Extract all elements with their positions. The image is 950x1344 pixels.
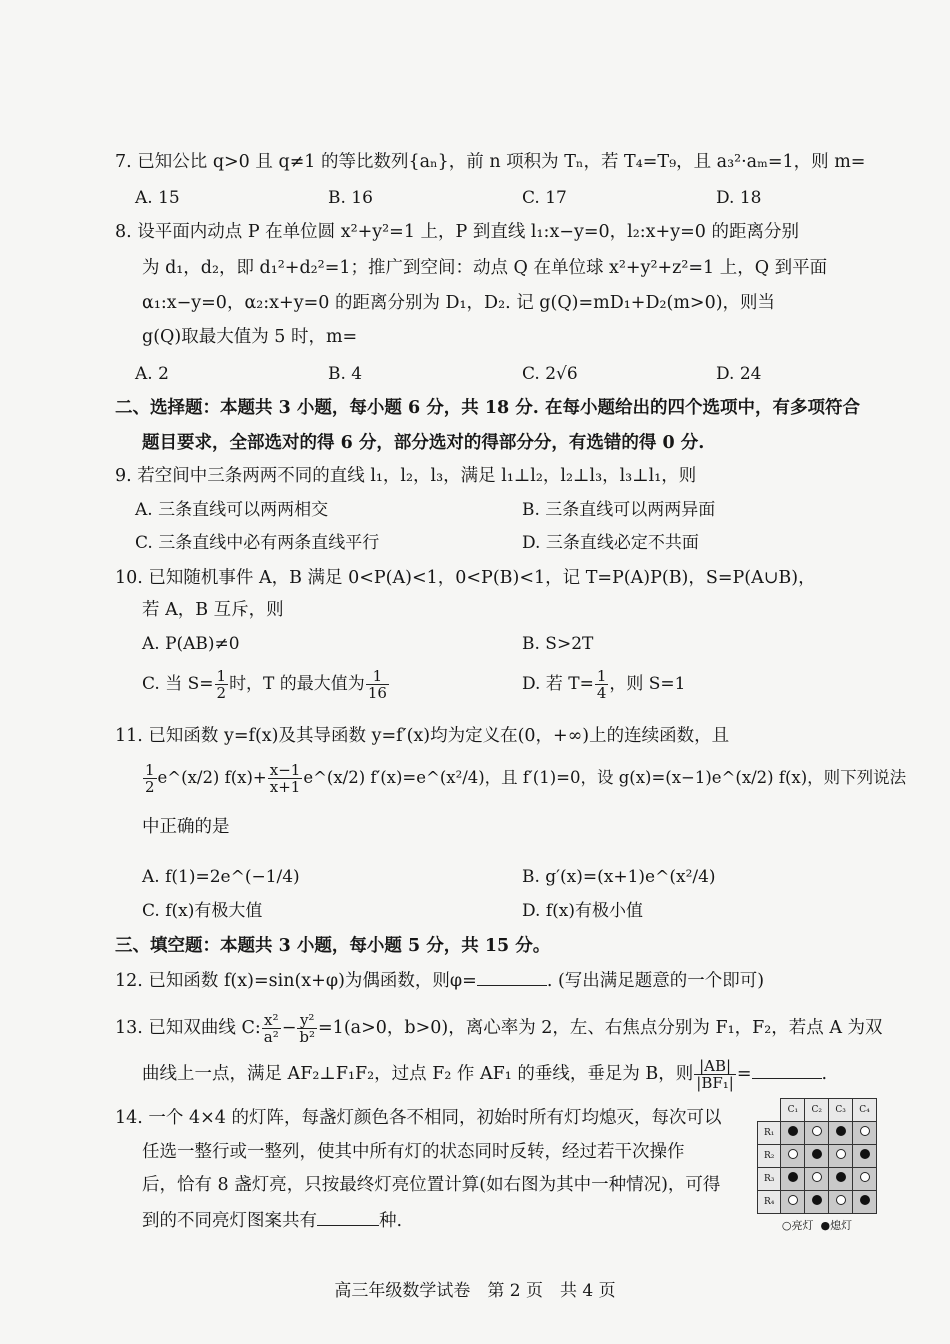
lamp-legend bbox=[757, 1217, 877, 1233]
lamp-on bbox=[805, 1121, 829, 1144]
lamp-on-icon bbox=[860, 1126, 870, 1136]
numerator: x² bbox=[262, 1012, 281, 1029]
q13-pre: 13. 已知双曲线 C: bbox=[115, 1018, 261, 1038]
lamp-off bbox=[805, 1190, 829, 1213]
lamp-on-icon bbox=[836, 1149, 846, 1159]
q13-line-1 bbox=[115, 1012, 883, 1045]
numerator: 1 bbox=[366, 668, 389, 685]
q14-line4-pre: 到的不同亮灯图案共有 bbox=[142, 1211, 317, 1231]
lamp-off bbox=[805, 1144, 829, 1167]
fraction bbox=[694, 1058, 736, 1091]
denominator: a² bbox=[263, 1028, 279, 1046]
q9-option-b: B. 三条直线可以两两异面 bbox=[522, 500, 716, 520]
q11-line-1: 11. 已知函数 y=f(x)及其导函数 y=f′(x)均为定义在(0，+∞)上的连续函数，且 bbox=[115, 726, 730, 746]
q12-answer-blank[interactable] bbox=[477, 967, 547, 986]
q14-line-1: 14. 一个 4×4 的灯阵，每盏灯颜色各不相同，初始时所有灯均熄灭，每次可以 bbox=[115, 1108, 722, 1128]
lamp-on bbox=[853, 1167, 877, 1190]
lamp-off bbox=[829, 1121, 853, 1144]
q11-line-3: 中正确的是 bbox=[142, 817, 230, 837]
q7-option-b: B. 16 bbox=[328, 188, 373, 208]
q11-option-d: D. f(x)有极小值 bbox=[522, 901, 643, 921]
lamp-on-icon bbox=[836, 1195, 846, 1205]
q8-option-b: B. 4 bbox=[328, 364, 363, 384]
lamp-off bbox=[829, 1167, 853, 1190]
lamp-off bbox=[781, 1167, 805, 1190]
q9-option-d: D. 三条直线必定不共面 bbox=[522, 533, 699, 553]
lamp-on bbox=[829, 1144, 853, 1167]
lamp-on-icon bbox=[788, 1195, 798, 1205]
q7-option-d: D. 18 bbox=[716, 188, 762, 208]
grid-row bbox=[758, 1190, 877, 1213]
denominator: 16 bbox=[367, 684, 387, 702]
grid-row bbox=[758, 1144, 877, 1167]
fraction bbox=[268, 762, 303, 795]
q10-option-d bbox=[522, 668, 686, 701]
q9-option-a: A. 三条直线可以两两相交 bbox=[135, 500, 329, 520]
q8-line-2: 为 d₁，d₂，即 d₁²+d₂²=1；推广到空间：动点 Q 在单位球 x²+y²+z²=1 上，Q 到平面 bbox=[142, 258, 828, 278]
lamp-on bbox=[805, 1167, 829, 1190]
q14-line-2: 任选一整行或一整列，使其中所有灯的状态同时反转，经过若干次操作 bbox=[142, 1142, 685, 1162]
q10-option-a: A. P(AB)≠0 bbox=[142, 634, 240, 654]
q8-option-c: C. 2√6 bbox=[522, 364, 578, 384]
q8-option-a: A. 2 bbox=[135, 364, 169, 384]
q11-option-a: A. f(1)=2e^(−1/4) bbox=[142, 867, 300, 887]
numerator: x−1 bbox=[269, 761, 301, 779]
lamp-on bbox=[781, 1190, 805, 1213]
numerator: 1 bbox=[596, 667, 607, 685]
q13-post: =1(a>0，b>0)，离心率为 2，左、右焦点分别为 F₁，F₂，若点 A 为双 bbox=[318, 1018, 883, 1038]
denominator: b² bbox=[299, 1028, 316, 1046]
column-header: C₃ bbox=[829, 1099, 853, 1122]
q14-answer-blank[interactable] bbox=[317, 1207, 379, 1226]
row-header: R₂ bbox=[758, 1144, 781, 1167]
q13-answer-blank[interactable] bbox=[752, 1060, 822, 1079]
q10-stem-1: 10. 已知随机事件 A，B 满足 0<P(A)<1，0<P(B)<1，记 T=P(A)P(B)，S=P(A∪B)， bbox=[115, 568, 816, 588]
q7-option-a: A. 15 bbox=[135, 188, 180, 208]
q8-line-4: g(Q)取最大值为 5 时，m= bbox=[142, 327, 358, 347]
q13-line2-pre: 曲线上一点，满足 AF₂⊥F₁F₂，过点 F₂ 作 AF₁ 的垂线，垂足为 B，则 bbox=[142, 1064, 694, 1084]
q13-line2-post: = bbox=[736, 1064, 752, 1084]
lamp-on-icon bbox=[788, 1149, 798, 1159]
lamp-off-icon bbox=[860, 1149, 870, 1159]
lamp-off-icon bbox=[788, 1126, 798, 1136]
lamp-off-icon bbox=[788, 1172, 798, 1182]
numerator: y² bbox=[297, 1012, 317, 1029]
fraction bbox=[215, 668, 229, 701]
legend-on: ○亮灯 bbox=[781, 1218, 814, 1232]
lamp-off-icon bbox=[812, 1149, 822, 1159]
denominator: 2 bbox=[145, 778, 155, 796]
period: . bbox=[821, 1064, 828, 1084]
lamp-off bbox=[853, 1190, 877, 1213]
section2-header-line2: 题目要求，全部选对的得 6 分，部分选对的得部分分，有选错的得 0 分. bbox=[142, 433, 705, 453]
page-footer: 高三年级数学试卷 第 2 页 共 4 页 bbox=[334, 1281, 616, 1301]
lamp-off-icon bbox=[836, 1172, 846, 1182]
lamp-off-icon bbox=[836, 1126, 846, 1136]
q12-pre: 12. 已知函数 f(x)=sin(x+φ)为偶函数，则φ= bbox=[115, 971, 477, 991]
q12-stem bbox=[115, 967, 764, 993]
denominator: x+1 bbox=[269, 778, 301, 796]
lamp-on-icon bbox=[812, 1126, 822, 1136]
fraction bbox=[366, 668, 389, 701]
lamp-grid-figure bbox=[757, 1098, 877, 1233]
fraction bbox=[143, 762, 157, 795]
lamp-on bbox=[781, 1144, 805, 1167]
q14-line-3: 后，恰有 8 盏灯亮，只按最终灯亮位置计算(如右图为其中一种情况)，可得 bbox=[142, 1175, 721, 1195]
grid-row bbox=[758, 1121, 877, 1144]
q10-option-d-pre: D. 若 T= bbox=[522, 674, 594, 694]
column-header: C₄ bbox=[853, 1099, 877, 1122]
numerator: 1 bbox=[216, 667, 227, 685]
q11-option-b: B. g′(x)=(x+1)e^(x²/4) bbox=[522, 867, 716, 887]
grid-corner bbox=[758, 1099, 781, 1122]
q11-line-2 bbox=[142, 762, 906, 795]
q11-expr-a: e^(x/2) f(x)+ bbox=[157, 768, 267, 787]
q7-option-c: C. 17 bbox=[522, 188, 567, 208]
q10-option-c bbox=[142, 668, 390, 701]
q10-option-b: B. S>2T bbox=[522, 634, 594, 654]
q11-expr-b: e^(x/2) f′(x)=e^(x²/4)，且 f′(1)=0，设 g(x)=(x−1)e^(x/2) f(x)，则下列说法 bbox=[303, 768, 907, 787]
row-header: R₄ bbox=[758, 1190, 781, 1213]
section2-header-line1: 二、选择题：本题共 3 小题，每小题 6 分，共 18 分. 在每小题给出的四个选项中，有多项符合 bbox=[115, 398, 860, 418]
lamp-off bbox=[781, 1121, 805, 1144]
legend-off: ●熄灯 bbox=[820, 1218, 853, 1232]
lamp-off-icon bbox=[860, 1195, 870, 1205]
denominator: |BF₁| bbox=[696, 1074, 734, 1092]
q14-line4-post: 种. bbox=[379, 1211, 403, 1231]
row-header: R₃ bbox=[758, 1167, 781, 1190]
numerator: |AB| bbox=[694, 1058, 736, 1075]
q10-option-c-pre: C. 当 S= bbox=[142, 674, 214, 694]
minus-sign: − bbox=[281, 1018, 297, 1038]
lamp-on-icon bbox=[812, 1172, 822, 1182]
q13-line-2 bbox=[142, 1058, 827, 1091]
denominator: 4 bbox=[596, 684, 607, 702]
lamp-off-icon bbox=[812, 1195, 822, 1205]
lamp-on bbox=[853, 1121, 877, 1144]
lamp-off bbox=[853, 1144, 877, 1167]
q8-option-d: D. 24 bbox=[716, 364, 762, 384]
q8-line-1: 8. 设平面内动点 P 在单位圆 x²+y²=1 上，P 到直线 l₁:x−y=0，l₂:x+y=0 的距离分别 bbox=[115, 222, 799, 242]
q7-stem: 7. 已知公比 q>0 且 q≠1 的等比数列{aₙ}，前 n 项积为 Tₙ，若 T₄=T₉，且 a₃²·aₘ=1，则 m= bbox=[115, 152, 866, 172]
q11-option-c: C. f(x)有极大值 bbox=[142, 901, 263, 921]
grid-row bbox=[758, 1167, 877, 1190]
column-header: C₁ bbox=[781, 1099, 805, 1122]
q9-stem: 9. 若空间中三条两两不同的直线 l₁，l₂，l₃，满足 l₁⊥l₂，l₂⊥l₃，l₃⊥l₁，则 bbox=[115, 466, 697, 486]
numerator: 1 bbox=[145, 761, 155, 779]
q10-option-d-post: ，则 S=1 bbox=[609, 674, 686, 694]
column-header: C₂ bbox=[805, 1099, 829, 1122]
q8-line-3: α₁:x−y=0，α₂:x+y=0 的距离分别为 D₁，D₂. 记 g(Q)=mD₁+D₂(m>0)，则当 bbox=[142, 293, 776, 313]
row-header: R₁ bbox=[758, 1121, 781, 1144]
denominator: 2 bbox=[216, 684, 227, 702]
lamp-on-icon bbox=[860, 1172, 870, 1182]
q10-stem-2: 若 A，B 互斥，则 bbox=[142, 600, 284, 620]
q14-line-4 bbox=[142, 1207, 402, 1233]
q12-post: . (写出满足题意的一个即可) bbox=[546, 971, 765, 991]
fraction bbox=[595, 668, 609, 701]
fraction bbox=[262, 1012, 281, 1045]
lamp-on bbox=[829, 1190, 853, 1213]
fraction bbox=[297, 1012, 317, 1045]
section3-header: 三、填空题：本题共 3 小题，每小题 5 分，共 15 分。 bbox=[115, 936, 551, 956]
lamp-grid bbox=[757, 1098, 877, 1214]
q9-option-c: C. 三条直线中必有两条直线平行 bbox=[135, 533, 380, 553]
q10-option-c-mid: 时，T 的最大值为 bbox=[229, 674, 365, 694]
